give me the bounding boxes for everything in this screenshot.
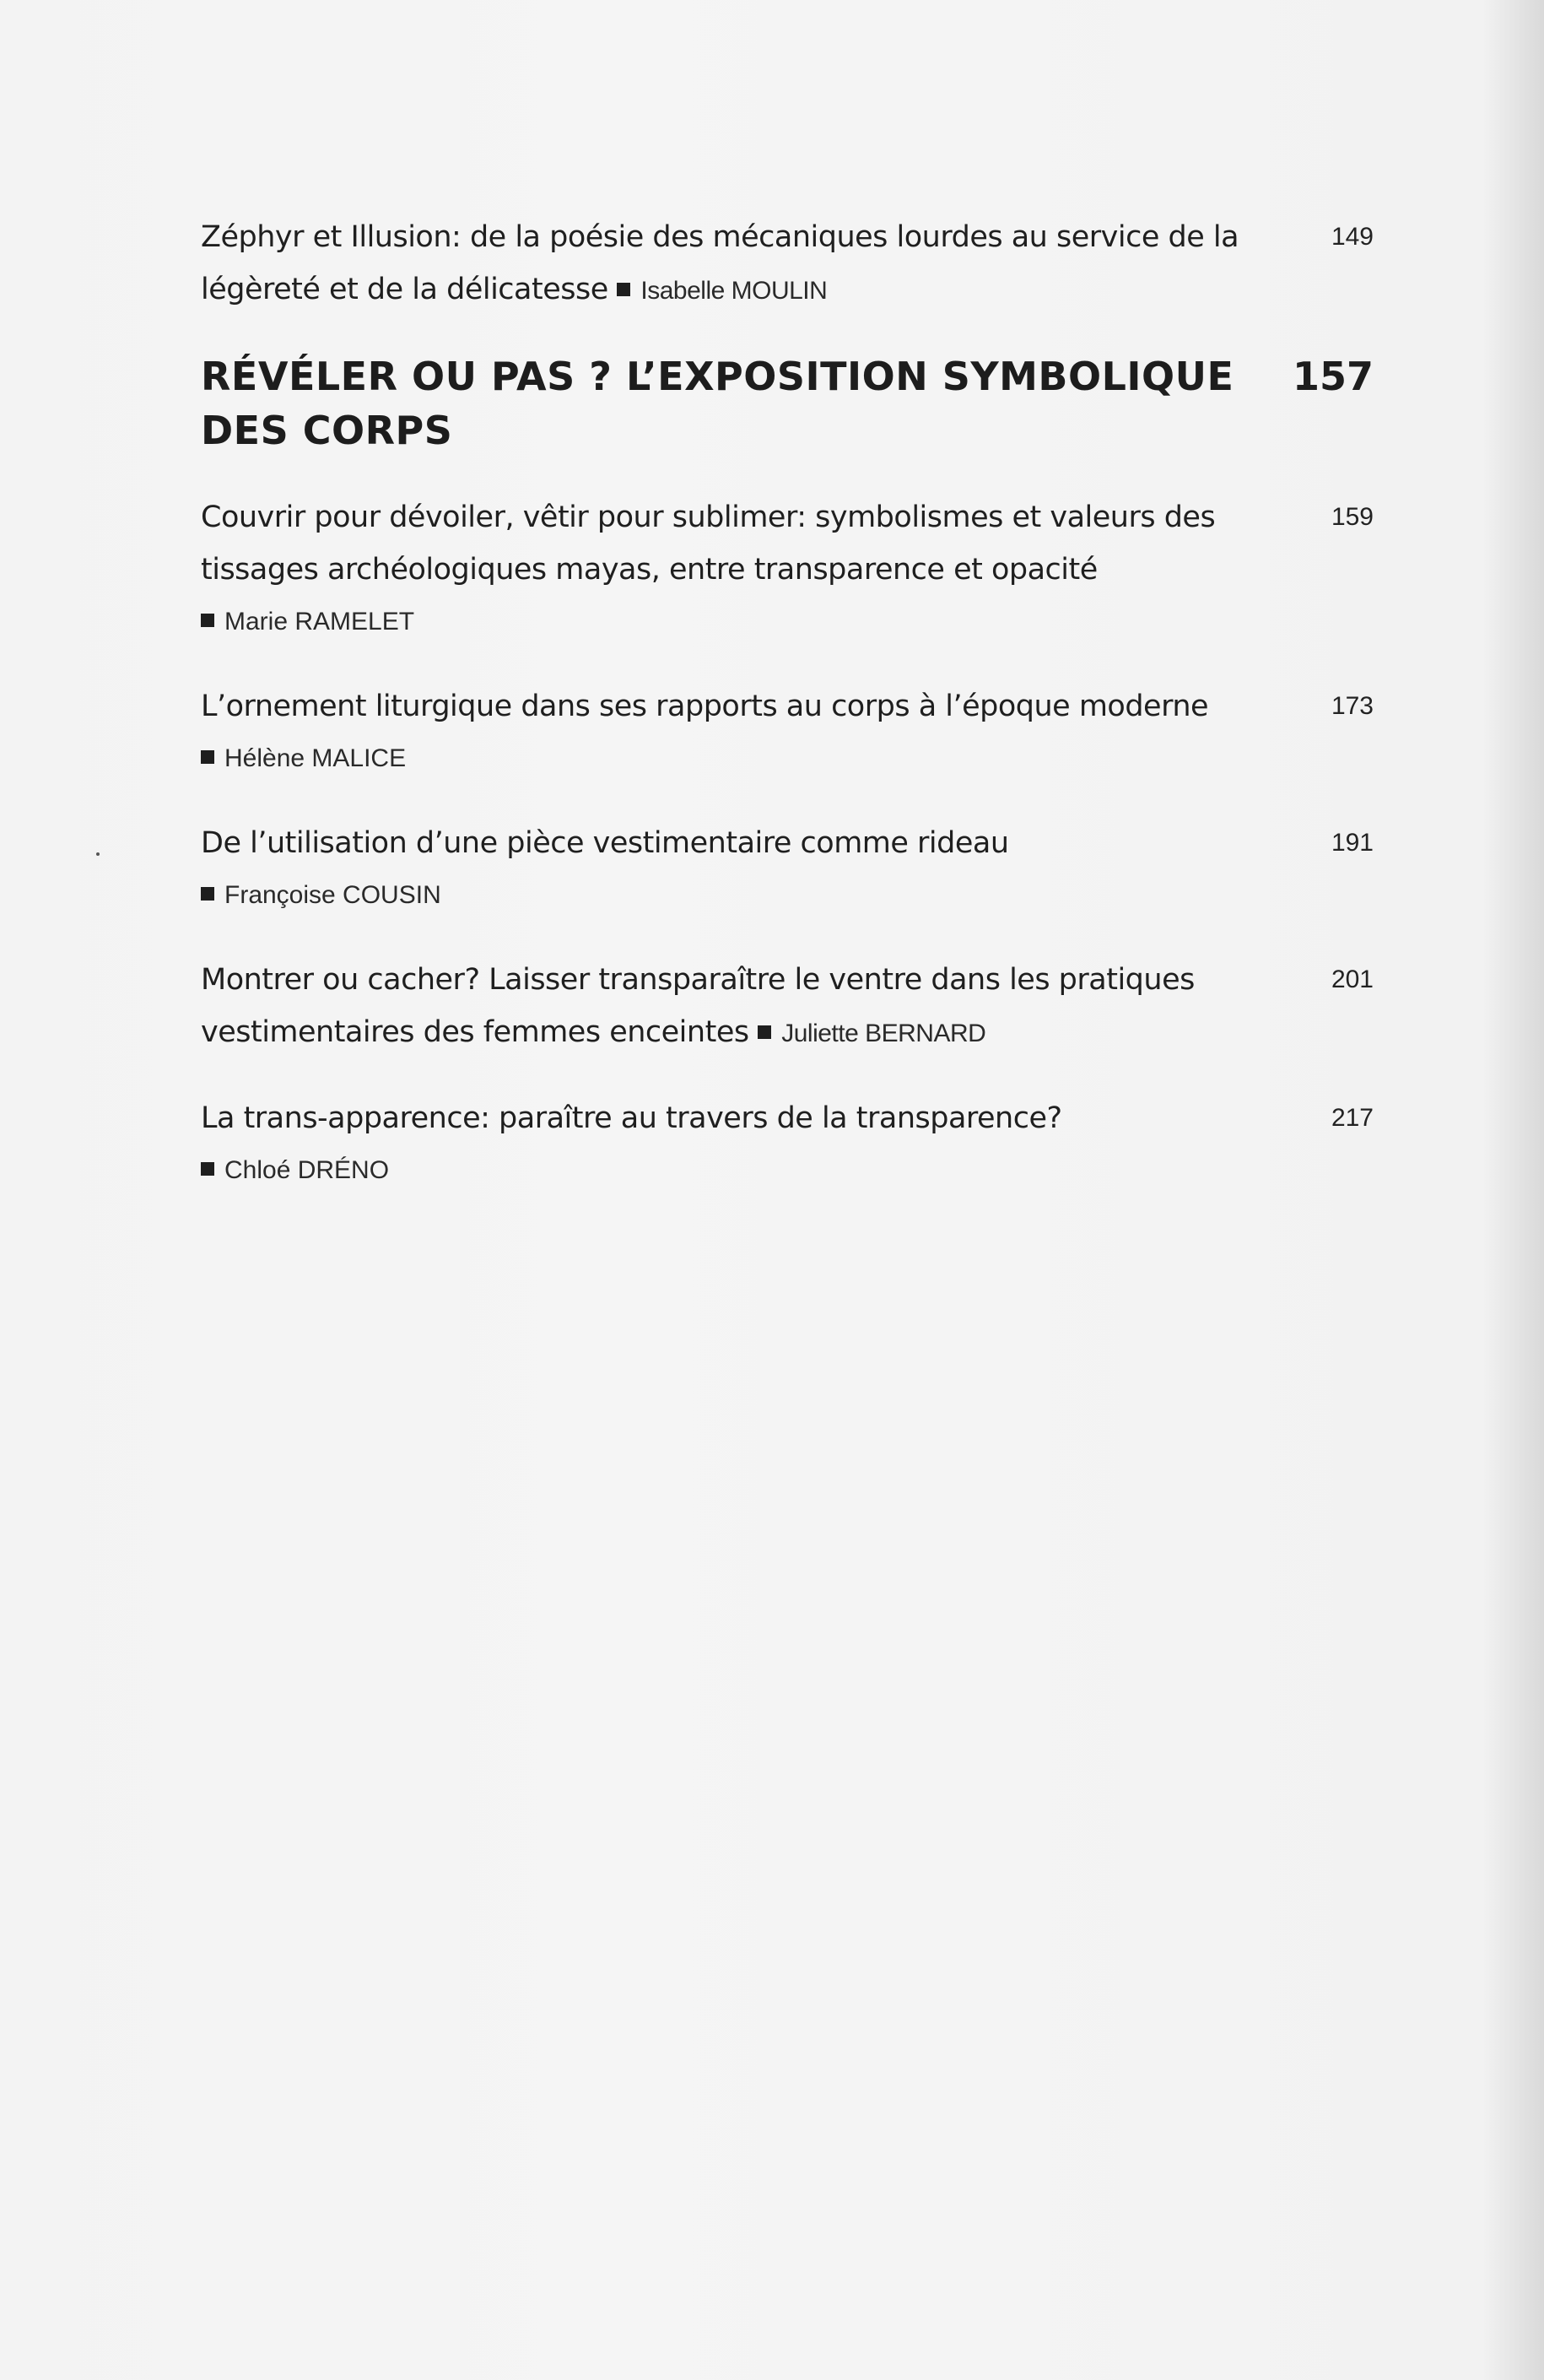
toc-entry	[201, 491, 1374, 648]
toc-entry-author: Françoise COUSIN	[224, 881, 441, 909]
toc-entry-author: Chloé DRÉNO	[224, 1156, 390, 1184]
toc-entry-page: 173	[1331, 692, 1374, 720]
toc-entry-author: Marie RAMELET	[224, 608, 415, 636]
toc-entry-page: 201	[1331, 966, 1374, 993]
toc-entry-title: La trans-apparence: paraître au travers de la transparence?	[201, 1101, 1062, 1135]
toc-entry-author: Isabelle MOULIN	[640, 277, 828, 305]
paper-speck	[96, 852, 100, 856]
toc-entry-title: Couvrir pour dévoiler, vêtir pour sublimer: symbolismes et valeurs des tissages archéologiques mayas, entre transparence et opacité	[201, 500, 1216, 587]
toc-entry	[201, 954, 1374, 1060]
toc-entry-title: Zéphyr et Illusion: de la poésie des mécaniques lourdes au service de la légèreté et de la délicatesse	[201, 220, 1239, 306]
toc-section-page: 157	[1292, 354, 1374, 399]
toc-entry-author-line	[201, 596, 1255, 648]
toc-entry-page: 217	[1331, 1104, 1374, 1132]
toc-entry-author-line	[201, 869, 1255, 922]
toc-section	[201, 349, 1374, 457]
toc-entry-title: De l’utilisation d’une pièce vestimentaire comme rideau	[201, 826, 1009, 860]
toc-entry-page: 191	[1331, 829, 1374, 857]
toc-entry-author: Hélène MALICE	[224, 744, 407, 772]
toc-entry-title: Montrer ou cacher? Laisser transparaître le ventre dans les pratiques vestimentaires des femmes enceintes	[201, 963, 1195, 1049]
toc-entry	[201, 817, 1374, 922]
toc-entry-author-inline	[617, 277, 827, 305]
toc-entry-author-line	[201, 733, 1255, 785]
toc-entry	[201, 211, 1374, 317]
toc-entry	[201, 1092, 1374, 1197]
bullet-square-icon	[617, 283, 630, 296]
bullet-square-icon	[201, 750, 214, 764]
bullet-square-icon	[201, 887, 214, 901]
bullet-square-icon	[201, 1162, 214, 1176]
toc-section-title: RÉVÉLER OU PAS ? L’EXPOSITION SYMBOLIQUE DES CORPS	[201, 354, 1234, 453]
toc-entry-page: 149	[1331, 223, 1374, 251]
bullet-square-icon	[201, 614, 214, 627]
toc-entry-page: 159	[1331, 503, 1374, 531]
toc-entry	[201, 680, 1374, 785]
toc-entry-title-block	[201, 954, 1255, 1060]
toc-entry-title: L’ornement liturgique dans ses rapports au corps à l’époque moderne	[201, 690, 1209, 723]
toc-entry-author: Juliette BERNARD	[781, 1020, 986, 1047]
bullet-square-icon	[758, 1025, 771, 1039]
toc-entry-author-line	[201, 1144, 1255, 1197]
toc-entry-author-inline	[758, 1020, 985, 1047]
table-of-contents	[201, 211, 1374, 1229]
toc-entry-title-block	[201, 211, 1255, 317]
